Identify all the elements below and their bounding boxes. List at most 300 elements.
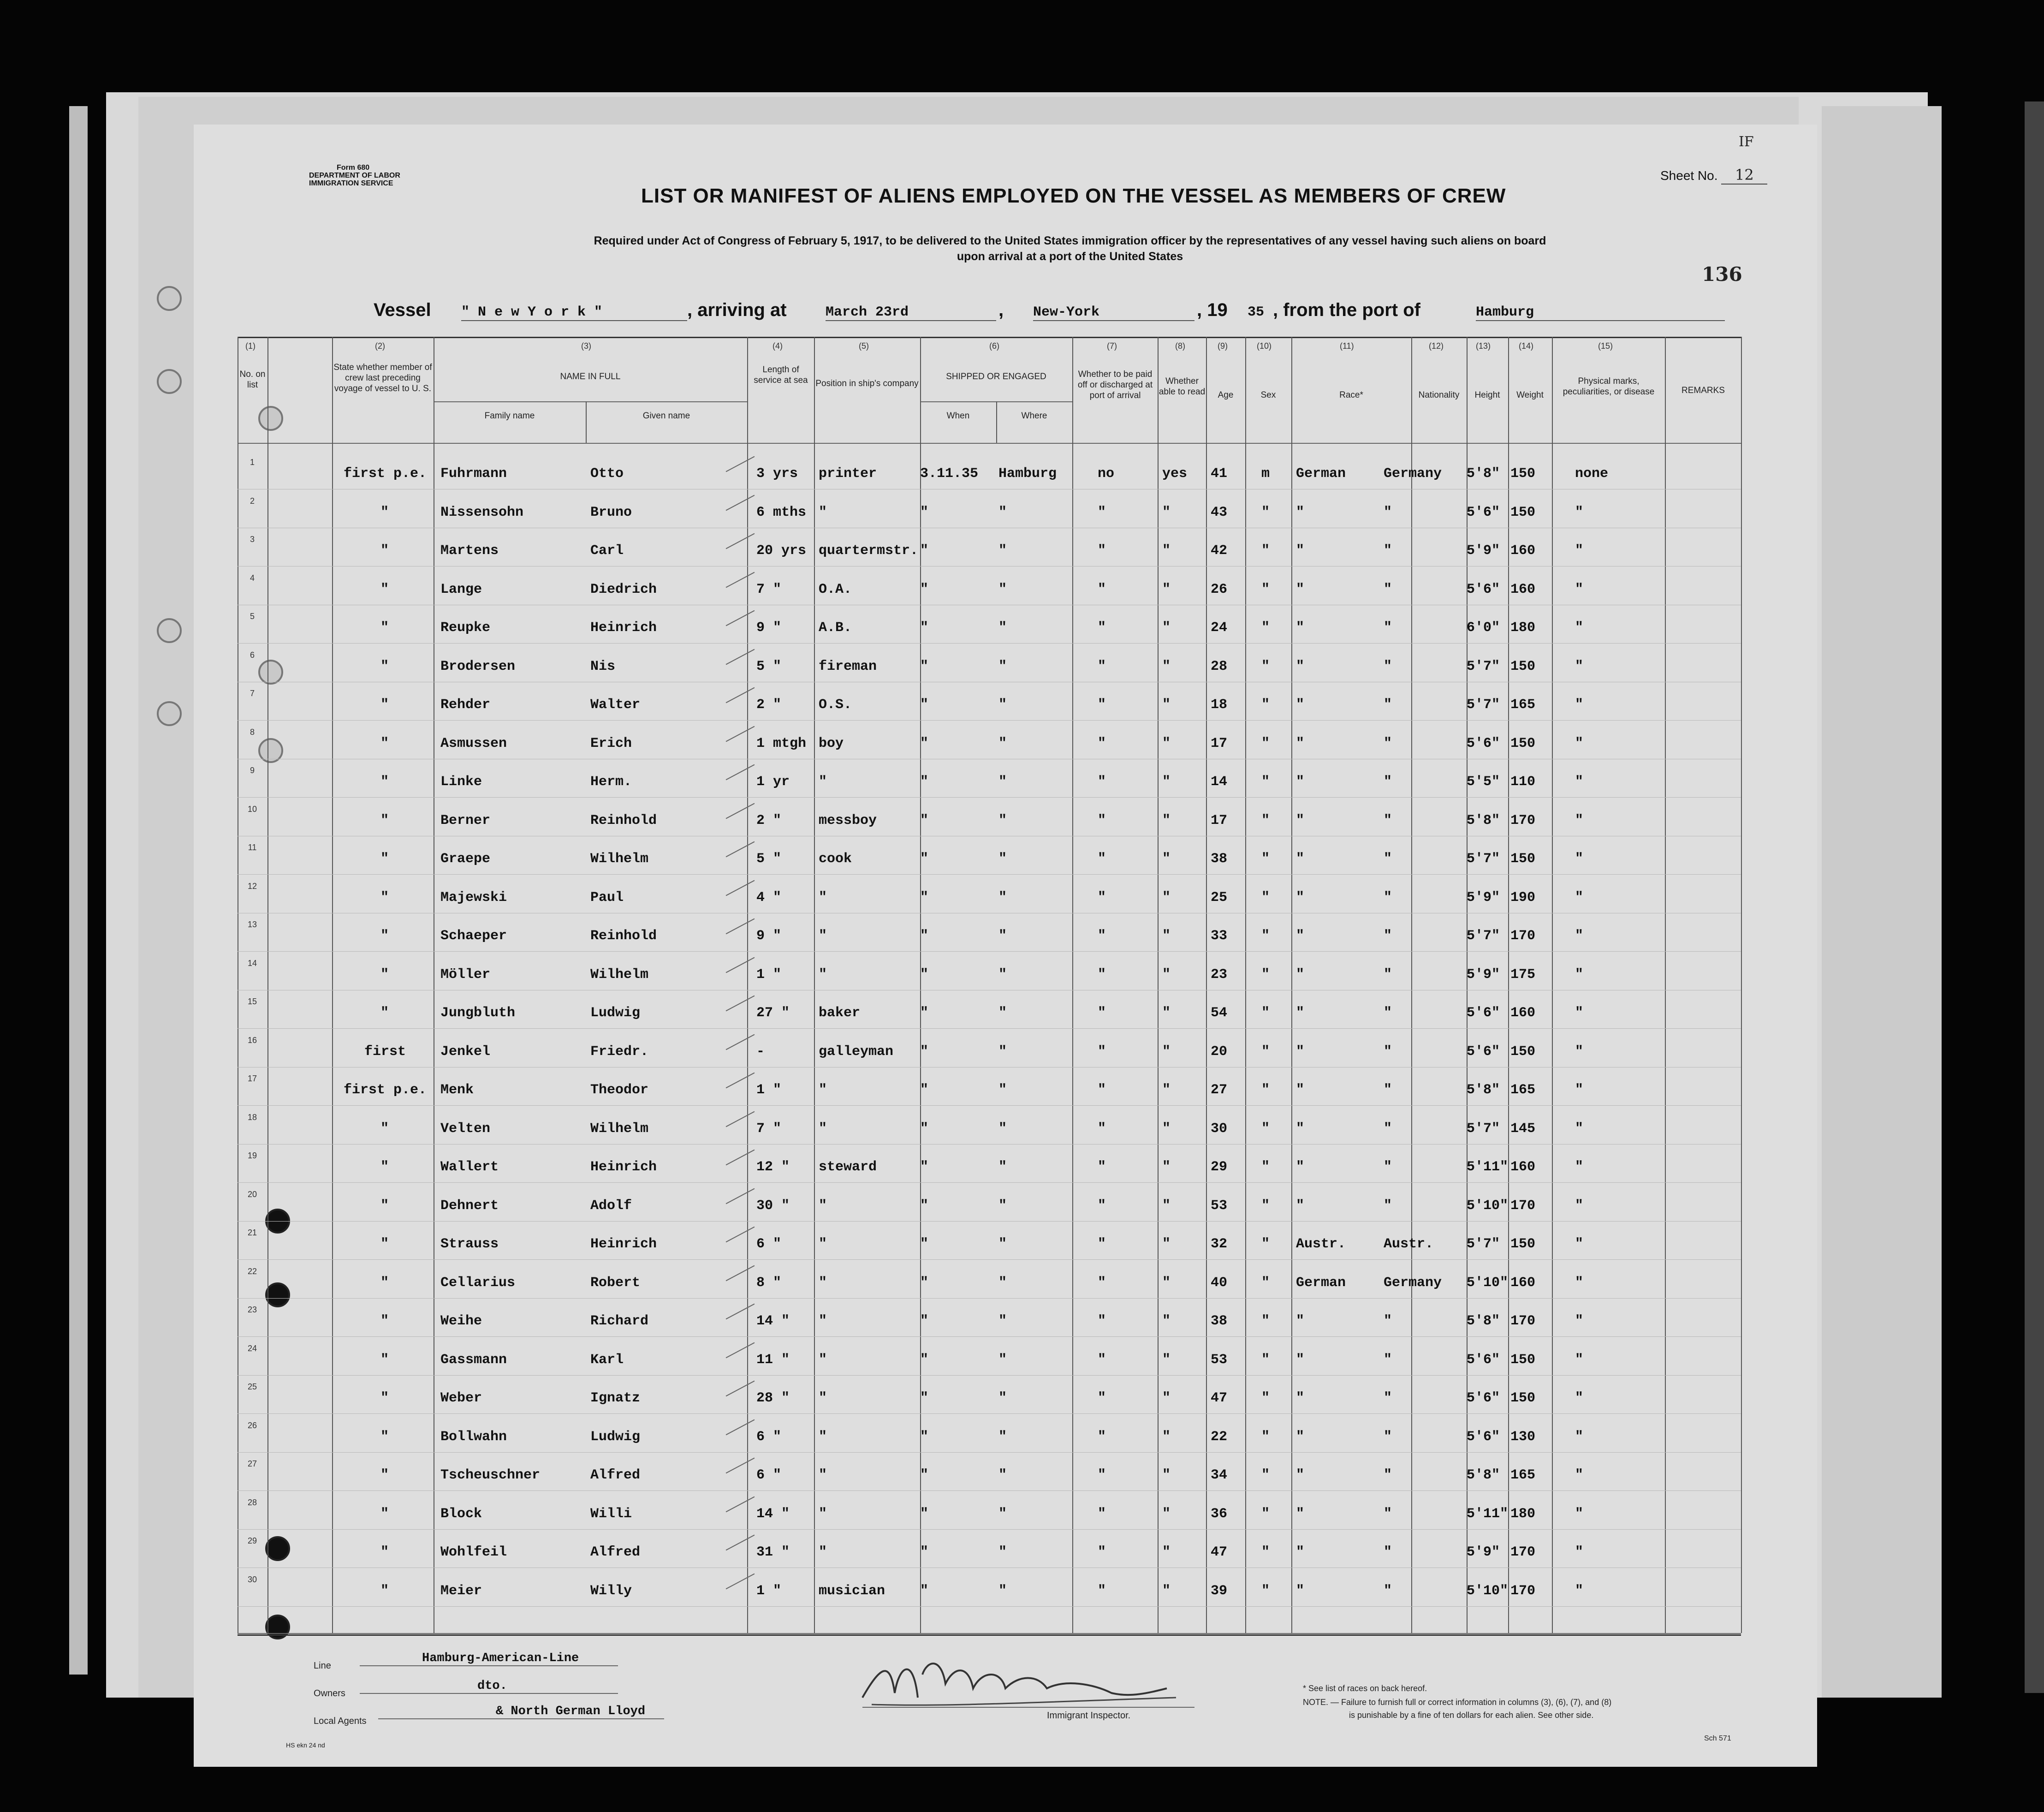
- header-race: Race*: [1339, 390, 1363, 400]
- row-number: 10: [247, 804, 257, 814]
- cell-age: 43: [1211, 504, 1228, 520]
- cell-height: 5'6": [1467, 1005, 1500, 1021]
- cell-shipped-when: ": [920, 889, 929, 906]
- cell-family-name: Asmussen: [440, 735, 507, 751]
- cell-shipped-when: ": [920, 697, 929, 713]
- cell-weight: 150: [1510, 466, 1536, 482]
- cell-able-to-read: ": [1162, 1198, 1171, 1214]
- cell-sex: ": [1261, 1467, 1270, 1483]
- cell-family-name: Jungbluth: [440, 1005, 516, 1021]
- cell-crew-status: ": [380, 1121, 389, 1137]
- cell-given-name: Willy: [590, 1583, 632, 1599]
- row-number: 20: [247, 1189, 257, 1199]
- cell-able-to-read: ": [1162, 1043, 1171, 1060]
- cell-family-name: Dehnert: [440, 1198, 499, 1214]
- cell-shipped-where: ": [998, 504, 1007, 520]
- cell-nationality: ": [1384, 1544, 1392, 1560]
- cell-able-to-read: yes: [1162, 466, 1188, 482]
- cell-weight: 165: [1510, 697, 1536, 713]
- column-divider: [1508, 337, 1509, 1633]
- cell-family-name: Meier: [440, 1583, 482, 1599]
- cell-race: ": [1296, 1506, 1305, 1522]
- row-number: 19: [247, 1151, 257, 1160]
- cell-sex: ": [1261, 1005, 1270, 1021]
- column-divider: [267, 337, 268, 1633]
- cell-race: ": [1296, 1082, 1305, 1098]
- cell-age: 14: [1211, 774, 1228, 790]
- cell-given-name: Richard: [590, 1313, 649, 1329]
- header-remarks: REMARKS: [1682, 386, 1725, 395]
- cell-able-to-read: ": [1162, 928, 1171, 944]
- cell-paid-off: ": [1098, 851, 1106, 867]
- cell-crew-status: ": [380, 1159, 389, 1175]
- cell-able-to-read: ": [1162, 581, 1171, 597]
- cell-paid-off: ": [1098, 1236, 1106, 1252]
- cell-shipped-when: ": [920, 504, 929, 520]
- cell-position: O.S.: [819, 697, 852, 713]
- cell-nationality: ": [1384, 1506, 1392, 1522]
- cell-able-to-read: ": [1162, 1313, 1171, 1329]
- row-rule: [238, 1375, 1741, 1376]
- cell-length-of-service: 1 mtgh: [756, 735, 807, 751]
- cell-weight: 165: [1510, 1082, 1536, 1098]
- cell-length-of-service: -: [756, 1043, 765, 1060]
- cell-shipped-when: ": [920, 812, 929, 829]
- cell-physical-marks: ": [1575, 1043, 1584, 1060]
- cell-sex: ": [1261, 774, 1270, 790]
- row-number: 17: [247, 1074, 257, 1083]
- row-number: 6: [250, 650, 255, 660]
- cell-crew-status: ": [380, 581, 389, 597]
- cell-crew-status: ": [380, 1467, 389, 1483]
- name-subheader-line: [434, 401, 747, 402]
- header-paid-off: Whether to be paid off or discharged at port of arrival: [1077, 370, 1153, 400]
- page-title: LIST OR MANIFEST OF ALIENS EMPLOYED ON THE VESSEL AS MEMBERS OF CREW: [641, 185, 1506, 207]
- cell-length-of-service: 30 ": [756, 1198, 790, 1214]
- cell-paid-off: ": [1098, 1429, 1106, 1445]
- cell-sex: ": [1261, 1429, 1270, 1445]
- cell-nationality: ": [1384, 620, 1392, 636]
- signature-line: [862, 1707, 1194, 1708]
- cell-shipped-when: ": [920, 620, 929, 636]
- row-rule: [238, 720, 1741, 721]
- cell-given-name: Erich: [590, 735, 632, 751]
- cell-shipped-where: ": [998, 774, 1007, 790]
- cell-weight: 150: [1510, 658, 1536, 674]
- column-divider: [747, 337, 748, 1633]
- form-label: Form 680 DEPARTMENT OF LABOR IMMIGRATION SERVICE: [309, 164, 400, 187]
- row-rule: [238, 797, 1741, 798]
- cell-weight: 160: [1510, 1159, 1536, 1175]
- cell-age: 47: [1211, 1544, 1228, 1560]
- row-number: 7: [250, 689, 255, 698]
- cell-age: 38: [1211, 851, 1228, 867]
- cell-shipped-where: ": [998, 928, 1007, 944]
- cell-physical-marks: ": [1575, 1429, 1584, 1445]
- cell-length-of-service: 6 ": [756, 1429, 782, 1445]
- cell-physical-marks: ": [1575, 1005, 1584, 1021]
- column-number: (7): [1107, 341, 1117, 351]
- cell-shipped-when: ": [920, 735, 929, 751]
- cell-age: 17: [1211, 812, 1228, 829]
- cell-race: ": [1296, 620, 1305, 636]
- cell-position: ": [819, 504, 827, 520]
- cell-position: A.B.: [819, 620, 852, 636]
- cell-length-of-service: 14 ": [756, 1506, 790, 1522]
- cell-position: ": [819, 1390, 827, 1406]
- cell-paid-off: no: [1098, 466, 1115, 482]
- penalty-note-line2: is punishable by a fine of ten dollars for each alien. See other side.: [1349, 1711, 1594, 1720]
- cell-weight: 180: [1510, 620, 1536, 636]
- cell-position: ": [819, 928, 827, 944]
- cell-physical-marks: ": [1575, 1082, 1584, 1098]
- cell-position: ": [819, 1275, 827, 1291]
- cell-able-to-read: ": [1162, 1275, 1171, 1291]
- cell-weight: 160: [1510, 1275, 1536, 1291]
- cell-sex: ": [1261, 1506, 1270, 1522]
- left-edge: [69, 106, 88, 1675]
- from-port: Hamburg: [1476, 304, 1725, 321]
- cell-able-to-read: ": [1162, 1544, 1171, 1560]
- cell-nationality: ": [1384, 697, 1392, 713]
- column-divider: [1741, 337, 1742, 1633]
- cell-race: ": [1296, 1544, 1305, 1560]
- column-number: (12): [1429, 341, 1444, 351]
- column-number: (5): [859, 341, 869, 351]
- cell-sex: ": [1261, 851, 1270, 867]
- cell-race: ": [1296, 1198, 1305, 1214]
- cell-family-name: Majewski: [440, 889, 507, 906]
- cell-physical-marks: none: [1575, 466, 1609, 482]
- year: 35: [1248, 304, 1265, 320]
- row-rule: [238, 1182, 1741, 1183]
- cell-shipped-where: ": [998, 1121, 1007, 1137]
- cell-length-of-service: 9 ": [756, 928, 782, 944]
- cell-paid-off: ": [1098, 928, 1106, 944]
- cell-weight: 170: [1510, 928, 1536, 944]
- row-rule: [238, 1221, 1741, 1222]
- cell-shipped-where: ": [998, 1159, 1007, 1175]
- cell-family-name: Velten: [440, 1121, 491, 1137]
- cell-height: 6'0": [1467, 620, 1500, 636]
- cell-physical-marks: ": [1575, 1159, 1584, 1175]
- header-height: Height: [1474, 390, 1500, 400]
- cell-sex: ": [1261, 928, 1270, 944]
- cell-position: ": [819, 1467, 827, 1483]
- cell-race: ": [1296, 1467, 1305, 1483]
- cell-position: quartermstr.: [819, 543, 919, 559]
- cell-crew-status: ": [380, 620, 389, 636]
- header-sex: Sex: [1260, 390, 1276, 400]
- inspector-label: Immigrant Inspector.: [1047, 1711, 1131, 1721]
- cell-age: 39: [1211, 1583, 1228, 1599]
- cell-family-name: Graepe: [440, 851, 491, 867]
- cell-shipped-where: ": [998, 1506, 1007, 1522]
- column-number: (15): [1598, 341, 1613, 351]
- cell-shipped-where: ": [998, 1583, 1007, 1599]
- cell-shipped-when: ": [920, 1583, 929, 1599]
- cell-paid-off: ": [1098, 1082, 1106, 1098]
- cell-shipped-where: Hamburg: [998, 466, 1057, 482]
- cell-weight: 150: [1510, 1352, 1536, 1368]
- cell-given-name: Diedrich: [590, 581, 657, 597]
- cell-family-name: Nissensohn: [440, 504, 524, 520]
- cell-race: ": [1296, 966, 1305, 983]
- cell-shipped-where: ": [998, 620, 1007, 636]
- cell-paid-off: ": [1098, 697, 1106, 713]
- row-rule: [238, 1028, 1741, 1029]
- cell-race: ": [1296, 774, 1305, 790]
- cell-family-name: Martens: [440, 543, 499, 559]
- cell-length-of-service: 1 yr: [756, 774, 790, 790]
- right-strip: [1822, 106, 1942, 1698]
- cell-given-name: Ignatz: [590, 1390, 641, 1406]
- row-number: 3: [250, 535, 255, 544]
- cell-paid-off: ": [1098, 581, 1106, 597]
- cell-shipped-where: ": [998, 1275, 1007, 1291]
- row-number: 16: [247, 1035, 257, 1045]
- cell-crew-status: ": [380, 697, 389, 713]
- row-rule: [238, 1529, 1741, 1530]
- cell-shipped-when: ": [920, 581, 929, 597]
- cell-age: 36: [1211, 1506, 1228, 1522]
- cell-length-of-service: 7 ": [756, 1121, 782, 1137]
- cell-shipped-when: ": [920, 966, 929, 983]
- cell-nationality: ": [1384, 1583, 1392, 1599]
- cell-position: ": [819, 774, 827, 790]
- cell-physical-marks: ": [1575, 504, 1584, 520]
- cell-weight: 110: [1510, 774, 1536, 790]
- cell-race: ": [1296, 735, 1305, 751]
- subtitle: Required under Act of Congress of February 5, 1917, to be delivered to the United States immigration officer by the representatives of any vessel having such aliens on board upon arrival at a port of the United States: [594, 234, 1546, 263]
- cell-height: 5'9": [1467, 543, 1500, 559]
- cell-given-name: Wilhelm: [590, 851, 649, 867]
- cell-able-to-read: ": [1162, 697, 1171, 713]
- cell-height: 5'10": [1467, 1275, 1509, 1291]
- cell-crew-status: ": [380, 543, 389, 559]
- form-code-right: Sch 571: [1704, 1735, 1731, 1742]
- cell-position: cook: [819, 851, 852, 867]
- cell-family-name: Linke: [440, 774, 482, 790]
- cell-height: 5'6": [1467, 504, 1500, 520]
- cell-race: ": [1296, 543, 1305, 559]
- cell-paid-off: ": [1098, 1583, 1106, 1599]
- cell-crew-status: first: [364, 1043, 406, 1060]
- header-weight: Weight: [1516, 390, 1544, 400]
- cell-paid-off: ": [1098, 812, 1106, 829]
- header-physical-marks: Physical marks, peculiarities, or disease: [1563, 376, 1655, 397]
- cell-physical-marks: ": [1575, 1275, 1584, 1291]
- row-number: 2: [250, 496, 255, 506]
- header-position: Position in ship's company: [815, 379, 919, 388]
- cell-family-name: Block: [440, 1506, 482, 1522]
- cell-physical-marks: ": [1575, 851, 1584, 867]
- cell-crew-status: first p.e.: [344, 1082, 427, 1098]
- binder-hole: [157, 618, 182, 643]
- cell-position: messboy: [819, 812, 877, 829]
- cell-shipped-when: ": [920, 1352, 929, 1368]
- cell-position: baker: [819, 1005, 861, 1021]
- cell-given-name: Otto: [590, 466, 624, 482]
- cell-crew-status: ": [380, 1352, 389, 1368]
- cell-sex: ": [1261, 581, 1270, 597]
- row-number: 28: [247, 1497, 257, 1507]
- cell-nationality: Germany: [1384, 466, 1442, 482]
- cell-sex: ": [1261, 543, 1270, 559]
- line-value: Hamburg-American-Line: [360, 1651, 618, 1666]
- table-bottom: [238, 1633, 1741, 1634]
- cell-weight: 170: [1510, 1198, 1536, 1214]
- cell-able-to-read: ": [1162, 658, 1171, 674]
- cell-paid-off: ": [1098, 1313, 1106, 1329]
- cell-nationality: ": [1384, 658, 1392, 674]
- line-label: Line: [314, 1661, 331, 1671]
- cell-length-of-service: 20 yrs: [756, 543, 807, 559]
- row-number: 1: [250, 458, 255, 467]
- cell-physical-marks: ": [1575, 658, 1584, 674]
- cell-race: ": [1296, 697, 1305, 713]
- cell-age: 20: [1211, 1043, 1228, 1060]
- cell-able-to-read: ": [1162, 889, 1171, 906]
- cell-paid-off: ": [1098, 735, 1106, 751]
- cell-race: ": [1296, 1005, 1305, 1021]
- cell-family-name: Menk: [440, 1082, 474, 1098]
- cell-nationality: ": [1384, 1467, 1392, 1483]
- header-name-in-full: NAME IN FULL: [560, 372, 621, 381]
- row-number: 21: [247, 1228, 257, 1237]
- row-rule: [238, 1452, 1741, 1453]
- cell-given-name: Bruno: [590, 504, 632, 520]
- cell-position: ": [819, 1313, 827, 1329]
- header-family-name: Family name: [484, 411, 535, 421]
- owners-label: Owners: [314, 1688, 345, 1699]
- cell-position: ": [819, 1506, 827, 1522]
- cell-able-to-read: ": [1162, 1583, 1171, 1599]
- cell-shipped-when: ": [920, 543, 929, 559]
- column-divider: [996, 401, 997, 443]
- cell-paid-off: ": [1098, 1275, 1106, 1291]
- cell-given-name: Wilhelm: [590, 966, 649, 983]
- cell-sex: m: [1261, 466, 1270, 482]
- cell-paid-off: ": [1098, 1043, 1106, 1060]
- cell-shipped-when: ": [920, 1429, 929, 1445]
- cell-shipped-where: ": [998, 812, 1007, 829]
- cell-race: ": [1296, 1159, 1305, 1175]
- cell-sex: ": [1261, 966, 1270, 983]
- cell-age: 38: [1211, 1313, 1228, 1329]
- cell-height: 5'8": [1467, 466, 1500, 482]
- cell-paid-off: ": [1098, 1159, 1106, 1175]
- cell-crew-status: ": [380, 928, 389, 944]
- cell-nationality: ": [1384, 1005, 1392, 1021]
- header-able-to-read: Whether able to read: [1159, 376, 1206, 397]
- row-number: 22: [247, 1266, 257, 1276]
- cell-age: 53: [1211, 1352, 1228, 1368]
- column-divider: [1206, 337, 1207, 1633]
- column-divider: [1665, 337, 1666, 1633]
- cell-paid-off: ": [1098, 1005, 1106, 1021]
- cell-weight: 130: [1510, 1429, 1536, 1445]
- arrival-port: New-York: [1033, 304, 1194, 321]
- cell-height: 5'11": [1467, 1506, 1509, 1522]
- cell-height: 5'7": [1467, 1121, 1500, 1137]
- column-divider: [1158, 337, 1159, 1633]
- cell-sex: ": [1261, 658, 1270, 674]
- cell-race: ": [1296, 1313, 1305, 1329]
- column-number: (9): [1218, 341, 1228, 351]
- header-when: When: [946, 411, 970, 421]
- cell-age: 33: [1211, 928, 1228, 944]
- cell-position: O.A.: [819, 581, 852, 597]
- cell-length-of-service: 11 ": [756, 1352, 790, 1368]
- cell-height: 5'7": [1467, 1236, 1500, 1252]
- header-given-name: Given name: [642, 411, 690, 421]
- row-number: 18: [247, 1112, 257, 1122]
- cell-physical-marks: ": [1575, 697, 1584, 713]
- cell-height: 5'7": [1467, 658, 1500, 674]
- cell-crew-status: ": [380, 658, 389, 674]
- cell-family-name: Fuhrmann: [440, 466, 507, 482]
- cell-sex: ": [1261, 1544, 1270, 1560]
- cell-height: 5'7": [1467, 928, 1500, 944]
- row-rule: [238, 1490, 1741, 1491]
- sheet-number: 12: [1721, 166, 1767, 185]
- cell-sex: ": [1261, 1236, 1270, 1252]
- column-divider: [1072, 337, 1073, 1633]
- cell-paid-off: ": [1098, 620, 1106, 636]
- row-number: 8: [250, 727, 255, 737]
- column-divider: [332, 337, 333, 1633]
- cell-nationality: ": [1384, 581, 1392, 597]
- cell-age: 53: [1211, 1198, 1228, 1214]
- cell-length-of-service: 7 ": [756, 581, 782, 597]
- cell-position: ": [819, 966, 827, 983]
- cell-given-name: Karl: [590, 1352, 624, 1368]
- cell-physical-marks: ": [1575, 1352, 1584, 1368]
- year-label: , 19: [1197, 300, 1228, 320]
- cell-position: boy: [819, 735, 844, 751]
- column-divider: [1552, 337, 1553, 1633]
- cell-able-to-read: ": [1162, 735, 1171, 751]
- column-number: (4): [772, 341, 783, 351]
- cell-paid-off: ": [1098, 1506, 1106, 1522]
- cell-shipped-where: ": [998, 1467, 1007, 1483]
- cell-shipped-where: ": [998, 1544, 1007, 1560]
- cell-shipped-when: ": [920, 1082, 929, 1098]
- cell-nationality: ": [1384, 1429, 1392, 1445]
- cell-length-of-service: 3 yrs: [756, 466, 798, 482]
- cell-given-name: Paul: [590, 889, 624, 906]
- row-rule: [238, 951, 1741, 952]
- cell-height: 5'6": [1467, 735, 1500, 751]
- cell-length-of-service: 4 ": [756, 889, 782, 906]
- cell-nationality: ": [1384, 812, 1392, 829]
- header-no-on-list: No. on list: [239, 370, 266, 390]
- cell-family-name: Cellarius: [440, 1275, 516, 1291]
- cell-weight: 160: [1510, 1005, 1536, 1021]
- cell-sex: ": [1261, 1043, 1270, 1060]
- cell-shipped-where: ": [998, 658, 1007, 674]
- cell-weight: 150: [1510, 1236, 1536, 1252]
- cell-crew-status: ": [380, 851, 389, 867]
- cell-age: 18: [1211, 697, 1228, 713]
- cell-given-name: Friedr.: [590, 1043, 649, 1060]
- cell-shipped-where: ": [998, 1313, 1007, 1329]
- cell-height: 5'9": [1467, 966, 1500, 983]
- cell-weight: 170: [1510, 1583, 1536, 1599]
- cell-given-name: Reinhold: [590, 928, 657, 944]
- cell-height: 5'10": [1467, 1198, 1509, 1214]
